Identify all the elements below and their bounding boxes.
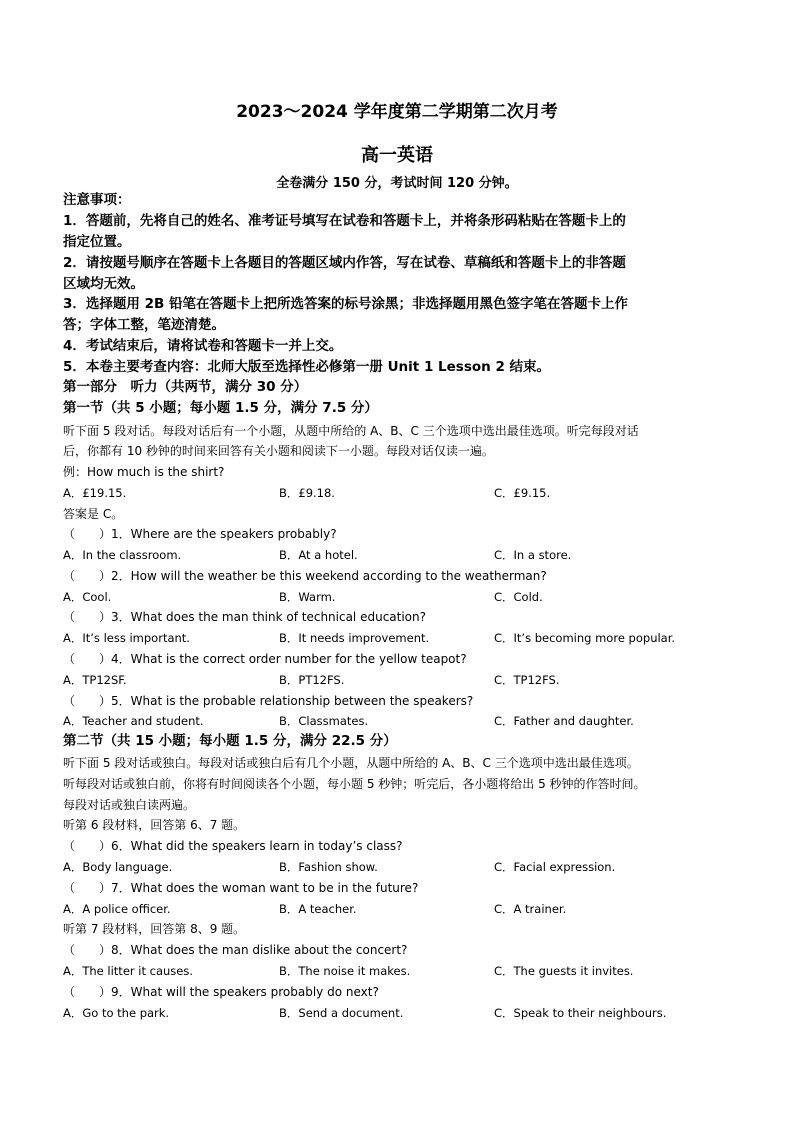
material-7-label: 听第 7 段材料，回答第 8、9 题。 bbox=[63, 922, 246, 936]
notice-line: 4．考试结束后，请将试卷和答题卡一并上交。 bbox=[63, 338, 343, 354]
question-6-stem: （ ）6．What did the speakers learn in today’s class? bbox=[63, 839, 403, 853]
question-4-option-a: A．TP12SF. bbox=[63, 673, 127, 687]
question-7-stem: （ ）7．What does the woman want to be in the future? bbox=[63, 881, 419, 895]
question-3-option-b: B．It needs improvement. bbox=[279, 631, 430, 645]
question-8-option-a: A．The litter it causes. bbox=[63, 964, 194, 978]
question-9-stem: （ ）9．What will the speakers probably do next? bbox=[63, 985, 379, 999]
question-2-stem: （ ）2．How will the weather be this weekend according to the weatherman? bbox=[63, 569, 547, 583]
question-1-option-b: B．At a hotel. bbox=[279, 548, 358, 562]
notice-line: 答；字体工整，笔迹清楚。 bbox=[63, 317, 225, 333]
question-9-option-c: C．Speak to their neighbours. bbox=[494, 1006, 667, 1020]
notice-line: 3．选择题用 2B 铅笔在答题卡上把所选答案的标号涂黑；非选择题用黑色签字笔在答题卡上作 bbox=[63, 296, 628, 312]
section2-instruction: 听下面 5 段对话或独白。每段对话或独白后有几个小题，从题中所给的 A、B、C 三个选项中选出最佳选项。 bbox=[63, 756, 639, 770]
question-6-option-b: B．Fashion show. bbox=[279, 860, 378, 874]
question-4-option-c: C．TP12FS. bbox=[494, 673, 560, 687]
question-7-option-c: C．A trainer. bbox=[494, 902, 567, 916]
example-option-a: A．£19.15. bbox=[63, 486, 127, 500]
example-option-b: B．£9.18. bbox=[279, 486, 335, 500]
exam-title: 2023～2024 学年度第二学期第二次月考 bbox=[236, 102, 558, 122]
subject-title: 高一英语 bbox=[361, 145, 433, 166]
question-7-option-a: A．A police officer. bbox=[63, 902, 171, 916]
material-6-label: 听第 6 段材料，回答第 6、7 题。 bbox=[63, 818, 246, 832]
section2-instruction: 每段对话或独白读两遍。 bbox=[63, 798, 196, 812]
question-2-option-c: C．Cold. bbox=[494, 590, 543, 604]
question-6-option-c: C．Facial expression. bbox=[494, 860, 616, 874]
question-9-option-b: B．Send a document. bbox=[279, 1006, 404, 1020]
question-9-option-a: A．Go to the park. bbox=[63, 1006, 170, 1020]
notice-heading: 注意事项： bbox=[63, 192, 131, 208]
example-question: 例：How much is the shirt? bbox=[63, 465, 225, 479]
question-4-stem: （ ）4．What is the correct order number for the yellow teapot? bbox=[63, 652, 467, 666]
question-3-option-c: C．It’s becoming more popular. bbox=[494, 631, 676, 645]
section1-instruction: 听下面 5 段对话。每段对话后有一个小题，从题中所给的 A、B、C 三个选项中选出最佳选项。听完每段对话 bbox=[63, 424, 639, 438]
question-6-option-a: A．Body language. bbox=[63, 860, 173, 874]
part1-heading: 第一部分 听力（共两节，满分 30 分） bbox=[63, 379, 308, 395]
notice-line: 指定位置。 bbox=[63, 234, 131, 250]
example-answer: 答案是 C。 bbox=[63, 507, 124, 521]
question-8-option-b: B．The noise it makes. bbox=[279, 964, 411, 978]
question-1-stem: （ ）1．Where are the speakers probably? bbox=[63, 527, 337, 541]
question-5-option-b: B．Classmates. bbox=[279, 714, 369, 728]
question-8-option-c: C．The guests it invites. bbox=[494, 964, 634, 978]
section1-instruction: 后，你都有 10 秒钟的时间来回答有关小题和阅读下一小题。每段对话仅读一遍。 bbox=[63, 444, 494, 458]
example-option-c: C．£9.15. bbox=[494, 486, 551, 500]
question-5-option-c: C．Father and daughter. bbox=[494, 714, 634, 728]
exam-info: 全卷满分 150 分，考试时间 120 分钟。 bbox=[276, 176, 518, 191]
notice-line: 1．答题前，先将自己的姓名、准考证号填写在试卷和答题卡上，并将条形码粘贴在答题卡上的 bbox=[63, 213, 626, 229]
question-8-stem: （ ）8．What does the man dislike about the concert? bbox=[63, 943, 408, 957]
notice-line: 区域均无效。 bbox=[63, 276, 144, 292]
notice-line: 5．本卷主要考查内容：北师大版至选择性必修第一册 Unit 1 Lesson 2 结束。 bbox=[63, 359, 551, 375]
notice-line: 2．请按题号顺序在答题卡上各题目的答题区域内作答，写在试卷、草稿纸和答题卡上的非答题 bbox=[63, 255, 626, 271]
section1-heading: 第一节（共 5 小题；每小题 1.5 分，满分 7.5 分） bbox=[63, 400, 378, 416]
question-3-stem: （ ）3．What does the man think of technical education? bbox=[63, 610, 426, 624]
question-3-option-a: A．It’s less important. bbox=[63, 631, 190, 645]
question-5-stem: （ ）5．What is the probable relationship between the speakers? bbox=[63, 694, 474, 708]
question-2-option-b: B．Warm. bbox=[279, 590, 336, 604]
question-4-option-b: B．PT12FS. bbox=[279, 673, 345, 687]
question-1-option-a: A．In the classroom. bbox=[63, 548, 182, 562]
question-2-option-a: A．Cool. bbox=[63, 590, 112, 604]
section2-heading: 第二节（共 15 小题；每小题 1.5 分，满分 22.5 分） bbox=[63, 733, 397, 749]
question-1-option-c: C．In a store. bbox=[494, 548, 572, 562]
question-5-option-a: A．Teacher and student. bbox=[63, 714, 204, 728]
section2-instruction: 听每段对话或独白前，你将有时间阅读各个小题，每小题 5 秒钟；听完后，各小题将给出 5 秒钟的作答时间。 bbox=[63, 777, 646, 791]
question-7-option-b: B．A teacher. bbox=[279, 902, 357, 916]
